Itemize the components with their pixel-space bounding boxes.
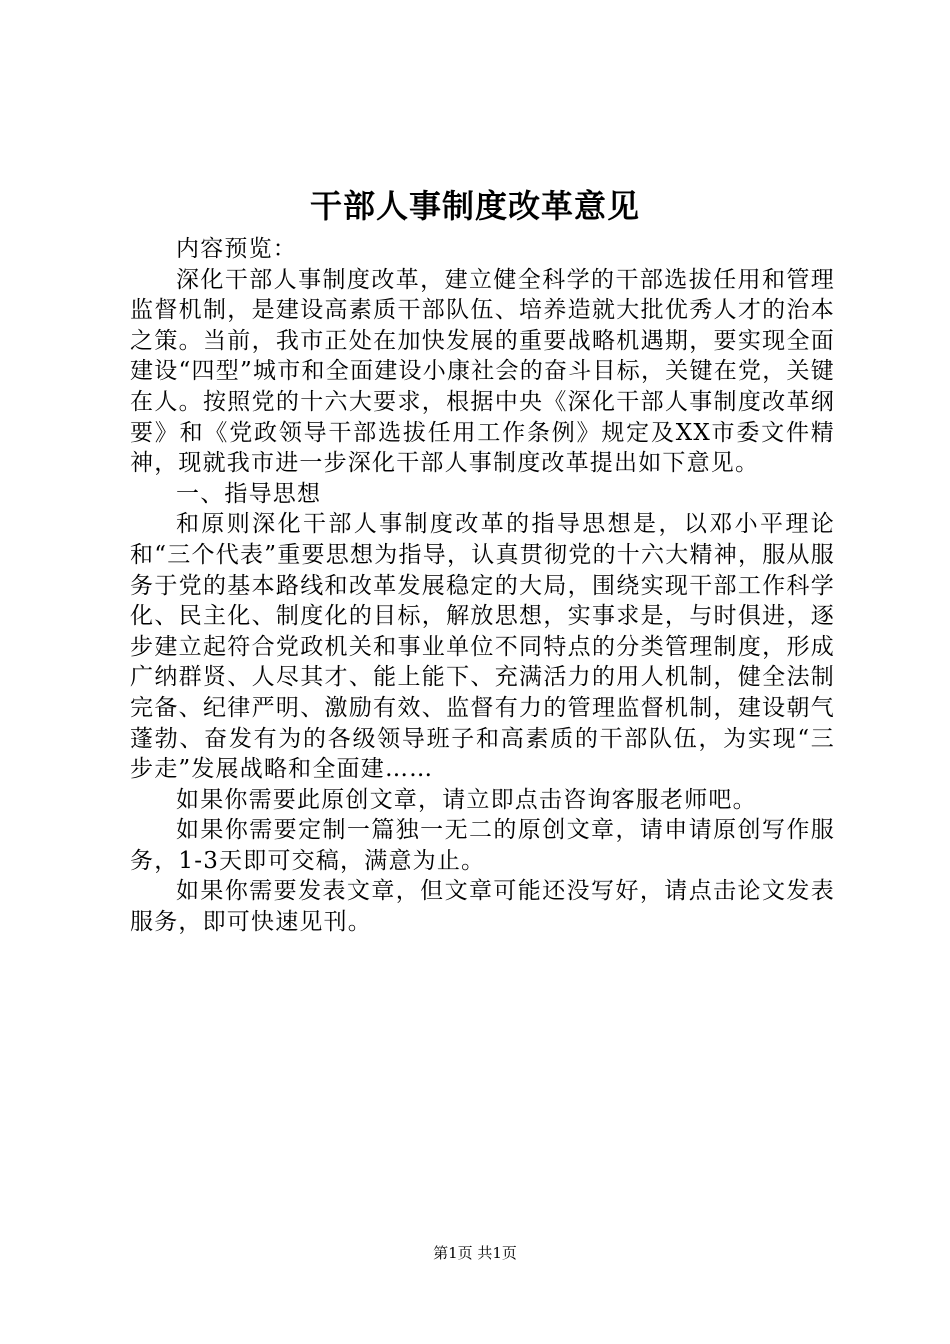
page-number: 第1页 共1页 — [433, 1244, 517, 1262]
publish-promo-paragraph: 如果你需要发表文章，但文章可能还没写好，请点击论文发表服务，即可快速见刊。 — [130, 878, 835, 936]
consult-promo-paragraph: 如果你需要此原创文章，请立即点击咨询客服老师吧。 — [176, 786, 757, 813]
guiding-principle-paragraph: 和原则深化干部人事制度改革的指导思想是，以邓小平理论和“三个代表”重要思想为指导，认真贯彻党的十六大精神，服从服务于党的基本路线和改革发展稳定的大局，围绕实现干部工作科学化、民主化、制度化的目标，解放思想，实事求是，与时俱进，逐步建立起符合党政机关和事业单位不同特点的分类管理制度，形成广纳群贤、人尽其才、能上能下、充满活力的用人机制，健全法制完备、纪律严明、激励有效、监督有力的管理监督机制，建设朝气蓬勃、奋发有为的各级领导班子和高素质的干部队伍，为实现“三步走”发展战略和全面建…… — [130, 511, 835, 783]
custom-writing-promo-paragraph: 如果你需要定制一篇独一无二的原创文章，请申请原创写作服务，1-3天即可交稿，满意为止。 — [130, 817, 835, 874]
section-heading: 一、指导思想 — [176, 480, 322, 507]
preview-label: 内容预览： — [176, 236, 297, 262]
document-title: 干部人事制度改革意见 — [309, 187, 640, 225]
document-body — [130, 234, 835, 938]
intro-paragraph: 深化干部人事制度改革，建立健全科学的干部选拔任用和管理监督机制，是建设高素质干部队伍、培养造就大批优秀人才的治本之策。当前，我市正处在加快发展的重要战略机遇期，要实现全面建设“四型”城市和全面建设小康社会的奋斗目标，关键在党，关键在人。按照党的十六大要求，根据中央《深化干部人事制度改革纲要》和《党政领导干部选拔任用工作条例》规定及XX市委文件精神，现就我市进一步深化干部人事制度改革提出如下意见。 — [130, 266, 835, 477]
